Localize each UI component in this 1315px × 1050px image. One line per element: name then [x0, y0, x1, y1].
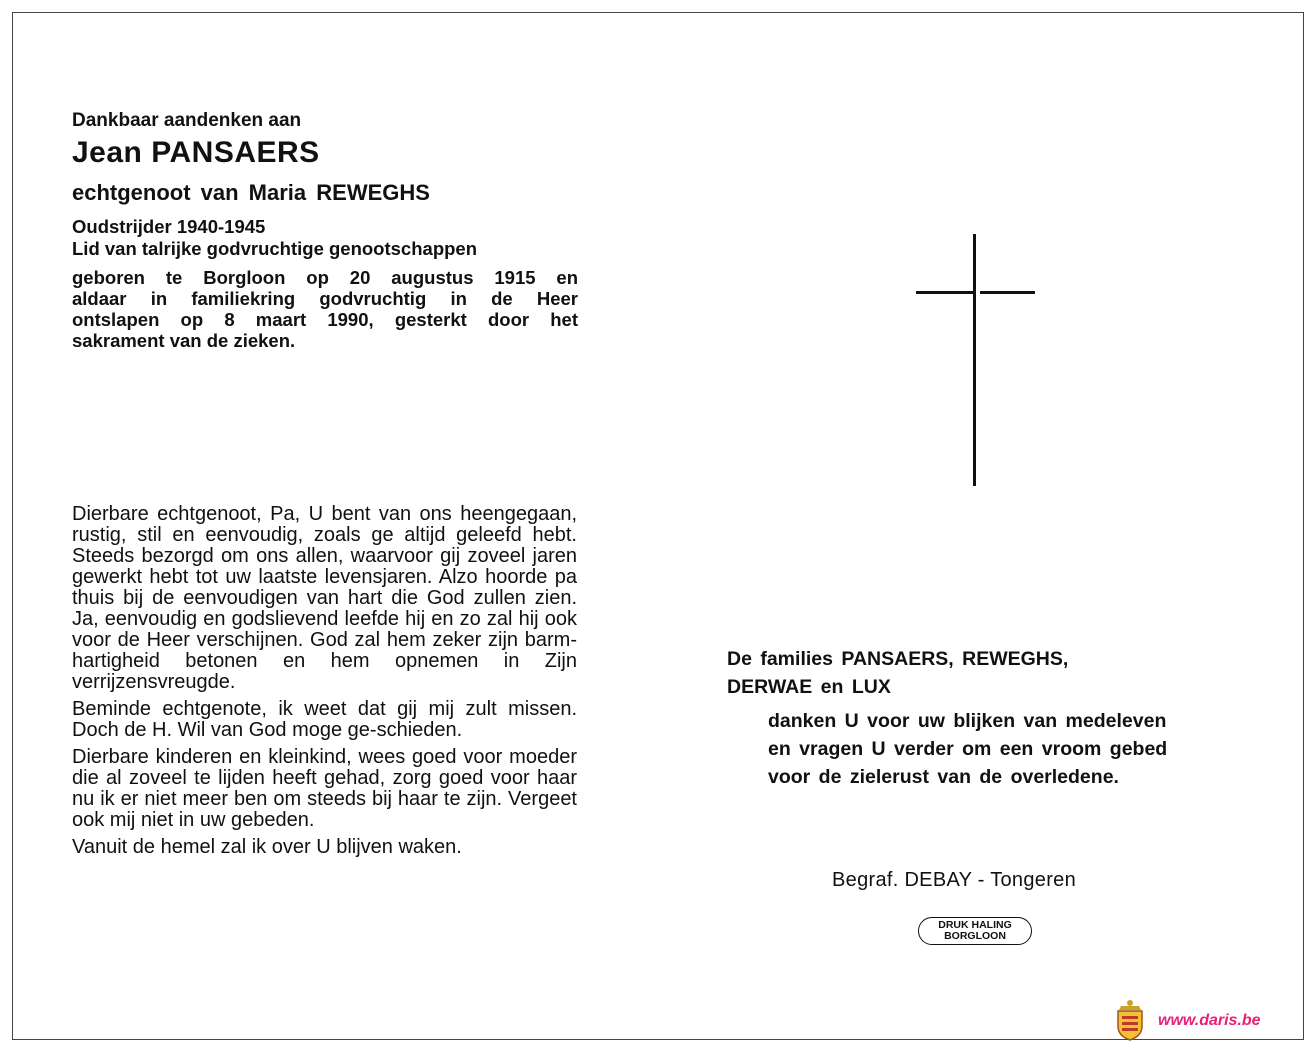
- printer-line: BORGLOON: [944, 930, 1006, 942]
- crest-icon: [1113, 998, 1147, 1042]
- spouse-line: echtgenoot van Maria REWEGHS: [72, 180, 430, 205]
- info-line: sakrament van de zieken.: [72, 330, 296, 351]
- undertaker-line: Begraf. DEBAY - Tongeren: [832, 869, 1077, 891]
- info-line: aldaar in familiekring godvruchtig in de Heer: [72, 288, 578, 309]
- paragraph: Vanuit de hemel zal ik over U blijven waken.: [72, 836, 462, 858]
- info-line: Lid van talrijke godvruchtige genootschappen: [72, 238, 478, 259]
- watermark[interactable]: www.daris.be: [1158, 1012, 1261, 1029]
- thanks-line: voor de zielerust van de overledene.: [768, 766, 1119, 788]
- paragraph: Beminde echtgenote, ik weet dat gij mij zult missen. Doch de H. Wil van God moge ge-schieden.: [72, 698, 577, 741]
- info-line: Oudstrijder 1940-1945: [72, 216, 266, 237]
- paragraph: Dierbare echtgenoot, Pa, U bent van ons heengegaan, rustig, stil en eenvoudig, zoals ge altijd geleefd hebt. Steeds bezorgd om ons allen, waarvoor gij zoveel jaren gewerkt hebt tot uw laatste levensjaren. Alzo hoorde pa thuis bij de eenvoudigen van hart die God zullen zien. Ja, eenvoudig en godslievend leefde hij en zo zal hij ook voor de Heer verschijnen. God zal hem zeker zijn barm-hartigheid betonen en hem opnemen in Zijn verrijzensvreugde.: [72, 503, 577, 693]
- families-block: [727, 645, 1068, 701]
- thanks-line: danken U voor uw blijken van medeleven: [768, 710, 1167, 732]
- info-block: [72, 216, 578, 351]
- families-line: DERWAE en LUX: [727, 676, 891, 698]
- printer-stamp: [918, 917, 1032, 945]
- printer-line: DRUK HALING: [938, 919, 1012, 931]
- info-line: geboren te Borgloon op 20 augustus 1915 en: [72, 267, 578, 288]
- thanks-line: en vragen U verder om een vroom gebed: [768, 738, 1168, 760]
- info-line: ontslapen op 8 maart 1990, gesterkt door het: [72, 309, 578, 330]
- farewell-text: [72, 504, 577, 864]
- paragraph: Dierbare kinderen en kleinkind, wees goed voor moeder die al zoveel te lijden heeft gehad, zorg goed voor haar nu ik er niet meer ben om steeds bij haar te zijn. Vergeet ook mij niet in uw gebeden.: [72, 746, 577, 831]
- families-line: De families PANSAERS, REWEGHS,: [727, 648, 1069, 670]
- thanks-block: [768, 707, 1167, 791]
- intro-line: Dankbaar aandenken aan: [72, 110, 302, 131]
- deceased-name: Jean PANSAERS: [72, 136, 320, 169]
